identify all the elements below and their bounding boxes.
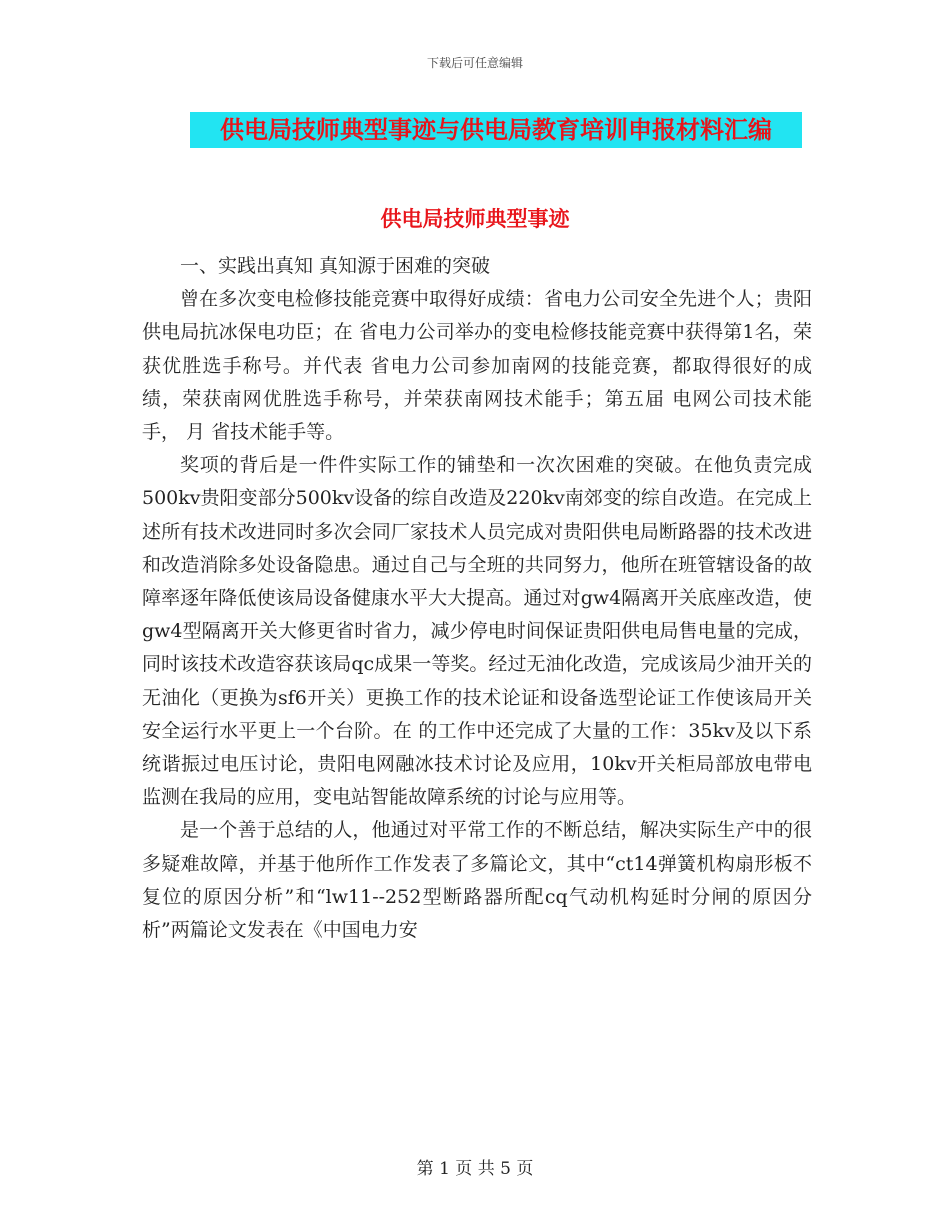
page-header-note: 下载后可任意编辑 — [426, 56, 523, 70]
section-title: 供电局技师典型事迹 — [380, 206, 570, 231]
document-body — [142, 250, 812, 947]
main-title-highlight — [190, 112, 802, 148]
main-title: 供电局技师典型事迹与供电局教育培训申报材料汇编 — [220, 115, 772, 144]
body-paragraph: 奖项的背后是一件件实际工作的铺垫和一次次困难的突破。在他负责完成500kv贵阳变部分500kv设备的综自改造及220kv南郊变的综自改造。在完成上述所有技术改进同时多次会同厂家技术人员完成对贵阳供电局断路器的技术改进和改造消除多处设备隐患。通过自己与全班的共同努力，他所在班管辖设备的故障率逐年降低使该局设备健康水平大大提高。通过对gw4隔离开关底座改造，使gw4型隔离开关大修更省时省力，减少停电时间保证贵阳供电局售电量的完成，同时该技术改造容获该局qc成果一等奖。经过无油化改造，完成该局少油开关的无油化（更换为sf6开关）更换工作的技术论证和设备选型论证工作使该局开关安全运行水平更上一个台阶。在 的工作中还完成了大量的工作：35kv及以下系统谐振过电压讨论，贵阳电网融冰技术讨论及应用，10kv开关柜局部放电带电监测在我局的应用，变电站智能故障系统的讨论与应用等。 — [142, 454, 812, 809]
page-number: 第 1 页 共 5 页 — [416, 1159, 534, 1179]
body-paragraph: 曾在多次变电检修技能竞赛中取得好成绩：省电力公司安全先进个人；贵阳供电局抗冰保电功臣；在 省电力公司举办的变电检修技能竞赛中获得第1名，荣获优胜选手称号。并代表 省电力公司参加南网的技能竞赛，都取得很好的成绩，荣获南网优胜选手称号，并荣获南网技术能手；第五届 电网公司技术能手， 月 省技术能手等。 — [142, 288, 812, 444]
section-heading: 一、实践出真知 真知源于困难的突破 — [180, 255, 491, 277]
body-paragraph: 是一个善于总结的人，他通过对平常工作的不断总结，解决实际生产中的很多疑难故障，并基于他所作工作发表了多篇论文，其中“ct14弹簧机构扇形板不复位的原因分析”和“lw11--252型断路器所配cq气动机构延时分闸的原因分析”两篇论文发表在《中国电力安 — [142, 819, 812, 942]
